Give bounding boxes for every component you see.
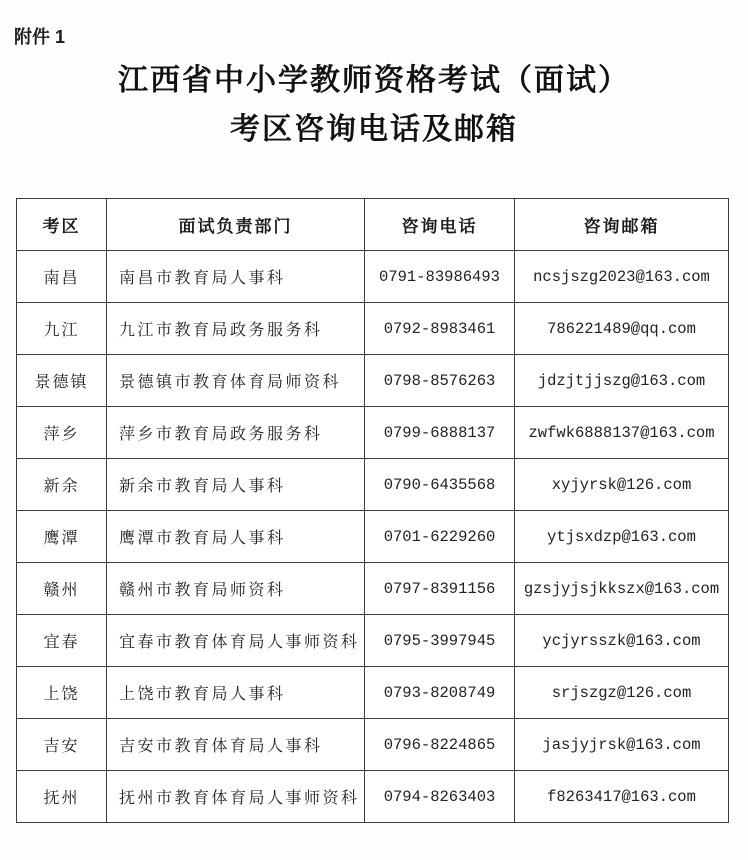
table-row [17,303,729,355]
title-line-2: 考区咨询电话及邮箱 [230,113,518,146]
exam-area-cell: 九江 [17,303,107,355]
table-row [17,511,729,563]
email-cell: ncsjszg2023@163.com [515,251,729,303]
department-cell: 新余市教育局人事科 [107,459,365,511]
department-cell: 抚州市教育体育局人事师资科 [107,771,365,823]
title-line-1: 江西省中小学教师资格考试（面试） [118,64,630,97]
phone-cell: 0790-6435568 [365,459,515,511]
email-cell: zwfwk6888137@163.com [515,407,729,459]
email-cell: ycjyrsszk@163.com [515,615,729,667]
table-row [17,667,729,719]
department-cell: 吉安市教育体育局人事科 [107,719,365,771]
exam-area-cell: 抚州 [17,771,107,823]
email-cell: gzsjyjsjkkszx@163.com [515,563,729,615]
email-cell: 786221489@qq.com [515,303,729,355]
email-cell: jdzjtjjszg@163.com [515,355,729,407]
exam-area-cell: 上饶 [17,667,107,719]
table-header-row [17,199,729,251]
exam-area-cell: 吉安 [17,719,107,771]
phone-cell: 0795-3997945 [365,615,515,667]
exam-area-cell: 萍乡 [17,407,107,459]
table-row [17,355,729,407]
phone-cell: 0794-8263403 [365,771,515,823]
contact-table [16,198,729,823]
table-row [17,719,729,771]
email-cell: xyjyrsk@126.com [515,459,729,511]
document-title [0,56,748,154]
department-cell: 景德镇市教育体育局师资科 [107,355,365,407]
phone-cell: 0701-6229260 [365,511,515,563]
column-header-1: 面试负责部门 [107,199,365,251]
exam-area-cell: 赣州 [17,563,107,615]
table-row [17,251,729,303]
table-row [17,407,729,459]
department-cell: 鹰潭市教育局人事科 [107,511,365,563]
table-row [17,563,729,615]
phone-cell: 0793-8208749 [365,667,515,719]
attachment-label: 附件 1 [14,27,66,47]
email-cell: f8263417@163.com [515,771,729,823]
column-header-3: 咨询邮箱 [515,199,729,251]
column-header-0: 考区 [17,199,107,251]
phone-cell: 0799-6888137 [365,407,515,459]
exam-area-cell: 宜春 [17,615,107,667]
department-cell: 赣州市教育局师资科 [107,563,365,615]
department-cell: 宜春市教育体育局人事师资科 [107,615,365,667]
department-cell: 南昌市教育局人事科 [107,251,365,303]
email-cell: srjszgz@126.com [515,667,729,719]
exam-area-cell: 新余 [17,459,107,511]
phone-cell: 0798-8576263 [365,355,515,407]
email-cell: jasjyjrsk@163.com [515,719,729,771]
exam-area-cell: 鹰潭 [17,511,107,563]
department-cell: 九江市教育局政务服务科 [107,303,365,355]
table-row [17,771,729,823]
phone-cell: 0797-8391156 [365,563,515,615]
exam-area-cell: 景德镇 [17,355,107,407]
table-row [17,459,729,511]
department-cell: 上饶市教育局人事科 [107,667,365,719]
table-row [17,615,729,667]
department-cell: 萍乡市教育局政务服务科 [107,407,365,459]
exam-area-cell: 南昌 [17,251,107,303]
phone-cell: 0792-8983461 [365,303,515,355]
phone-cell: 0791-83986493 [365,251,515,303]
phone-cell: 0796-8224865 [365,719,515,771]
column-header-2: 咨询电话 [365,199,515,251]
email-cell: ytjsxdzp@163.com [515,511,729,563]
